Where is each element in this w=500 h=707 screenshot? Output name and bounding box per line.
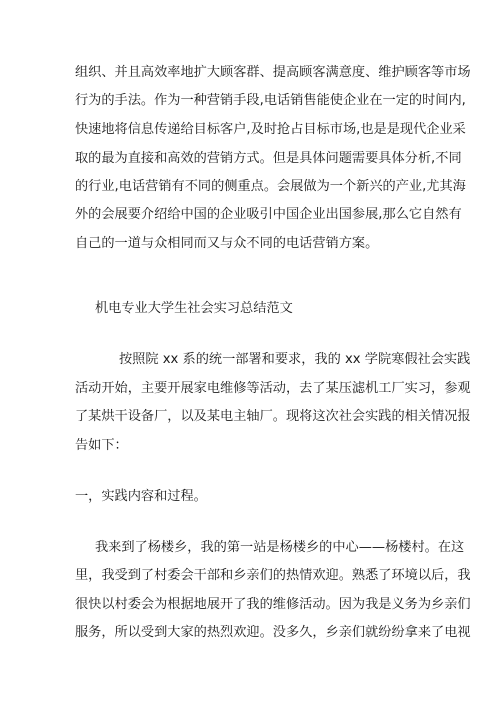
paragraph-line: 自己的一道与众相同而又与众不同的电话营销方案。 xyxy=(75,236,379,251)
paragraph-line: 外的会展要介绍给中国的企业吸引中国企业出国参展,那么它自然有 xyxy=(75,207,462,222)
paragraph-line: 取的最为直接和高效的营销方式。但是具体问题需要具体分析,不同 xyxy=(75,151,462,166)
paragraph-line: 里，我受到了村委会干部和乡亲们的热情欢迎。熟悉了环境以后，我 xyxy=(75,568,471,583)
paragraph-line: 了某烘干设备厂，以及某电主轴厂。现将这次社会实践的相关情况报 xyxy=(75,409,471,424)
paragraph-line: 按照院 xx 系的统一部署和要求，我的 xx 学院寒假社会实践 xyxy=(119,352,471,367)
paragraph-line: 活动开始，主要开展家电维修等活动，去了某压滤机工厂实习，参观 xyxy=(75,381,471,396)
paragraph-line: 我来到了杨楼乡，我的第一站是杨楼乡的中心——杨楼村。在这 xyxy=(95,540,465,555)
paragraph-line: 快速地将信息传递给目标客户,及时抢占目标市场,也是是现代企业采 xyxy=(75,122,466,137)
paragraph-line: 告如下： xyxy=(75,438,128,453)
paragraph-line: 组织、并且高效率地扩大顾客群、提高顾客满意度、维护顾客等市场 xyxy=(75,65,471,80)
paragraph-line: 服务，所以受到大家的热烈欢迎。没多久，乡亲们就纷纷拿来了电视 xyxy=(75,625,471,640)
paragraph-line: 很快以村委会为根据地展开了我的维修活动。因为我是义务为乡亲们 xyxy=(75,597,471,612)
paragraph-line: 行为的手法。作为一种营销手段,电话销售能使企业在一定的时间内, xyxy=(75,93,466,108)
paragraph-line: 的行业,电话营销有不同的侧重点。会展做为一个新兴的产业,尤其海 xyxy=(75,179,466,194)
subheading: 一，实践内容和过程。 xyxy=(75,489,207,504)
section-title: 机电专业大学生社会实习总结范文 xyxy=(95,301,293,316)
